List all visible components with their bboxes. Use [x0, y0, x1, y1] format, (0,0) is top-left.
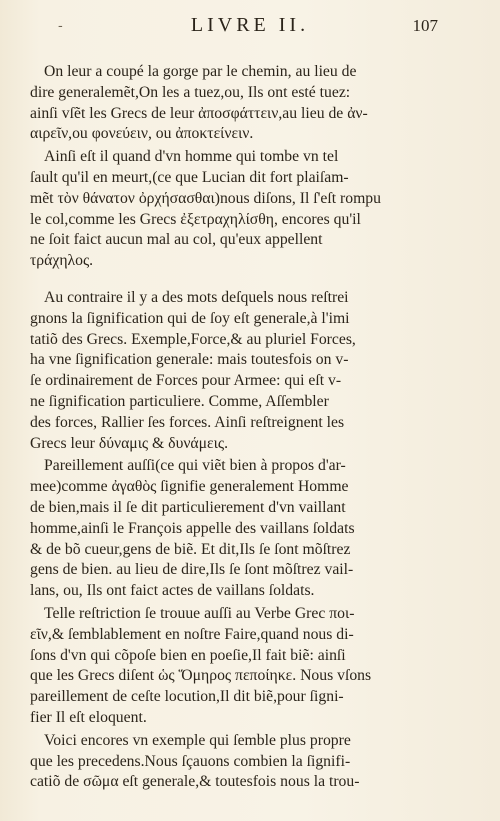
text-line: ſe ordinairement de Forces pour Armee: qui eſt v-	[30, 372, 342, 390]
text-line: On leur a coupé la gorge par le chemin, au lieu de	[44, 63, 357, 80]
text-line: Voici encores vn exemple qui ſemble plus propre	[44, 731, 351, 749]
text-line: dire generalemẽt,On les a tuez,ou, Ils ont esté tuez:	[30, 83, 351, 101]
text-line: εῖν,& ſemblablement en noſtre Faire,quand nous di-	[30, 625, 354, 643]
text-line: Ainſi eſt il quand d'vn homme qui tombe vn tel	[44, 148, 339, 166]
text-line: homme,ainſi le François appelle des vaillans ſoldats	[30, 519, 355, 537]
text-line: ha vne ſignification generale: mais toutesfois on v-	[30, 351, 349, 369]
paragraph	[30, 604, 400, 729]
text-line: ne ſignification particuliere. Comme, Aſſembler	[30, 392, 329, 410]
page-number: 107	[412, 16, 438, 35]
text-line: Telle reſtriction ſe trouue auſſi au Verbe Grec ποι-	[44, 604, 355, 622]
text-line: catiõ de σῶμα eſt generale,& toutesfois nous la trou-	[30, 773, 360, 791]
text-line: mẽt τὸν θάνατον ὀρχήσασθαι)nous diſons, Il ſ'eſt rompu	[30, 189, 381, 207]
text-line: que les Grecs diſent ὡς Ὅμηρος πεποίηκε. Nous vſons	[30, 667, 372, 685]
running-title: LIVRE II.	[190, 14, 310, 36]
text-line: que les precedens.Nous ſçauons combien la ſignifi-	[30, 752, 351, 770]
text-line: pareillement de ceſte locution,Il dit biẽ,pour ſigni-	[30, 688, 344, 706]
text-line: Pareillement auſſi(ce qui viẽt bien à propos d'ar-	[44, 457, 346, 475]
text-line: tatiõ des Grecs. Exemple,Force,& au pluriel Forces,	[30, 330, 356, 348]
paragraph	[30, 62, 400, 145]
text-line: ſault qu'il en meurt,(ce que Lucian dit fort plaiſam-	[30, 168, 349, 186]
text-line: de bien,mais il ſe dit particulierement d'vn vaillant	[30, 498, 346, 516]
text-line: & de bõ cueur,gens de biẽ. Et dit,Ils ſe ſont mõſtrez	[30, 540, 351, 558]
paragraph	[30, 147, 400, 272]
text-line: des forces, Rallier ſes forces. Ainſi reſtreignent les	[30, 413, 345, 431]
paragraph	[30, 731, 400, 793]
text-line: fier Il eſt eloquent.	[30, 708, 147, 726]
text-line: αιρεῖν,ou φονεύειν, ou ἀποκτείνειν.	[30, 125, 254, 143]
text-line: lans, ou, Ils ont faict actes de vaillans ſoldats.	[30, 582, 315, 600]
text-line: τράχηλος.	[30, 252, 94, 270]
paragraph	[30, 456, 400, 602]
text-line: ſons d'vn qui cõpoſe bien en poeſie,Il fait biẽ: ainſi	[30, 646, 346, 664]
paragraph	[30, 288, 400, 454]
text-line: mee)comme ἀγαθὸς ſignifie generalement Homme	[30, 478, 349, 496]
text-line: Au contraire il y a des mots deſquels nous reſtrei	[44, 288, 349, 306]
page-body-text	[30, 62, 400, 795]
text-line: ne ſoit faict aucun mal au col, qu'eux appellent	[30, 231, 323, 249]
text-line: ainſi vſẽt les Grecs de leur ἀποσφάττειν,au lieu de ἀν-	[30, 104, 368, 122]
text-line: Grecs leur δύναμις & δυνάμεις.	[30, 434, 229, 452]
header-mark: -	[58, 18, 63, 34]
text-line: gens de bien. au lieu de dire,Ils ſe ſont mõſtrez vail-	[30, 561, 354, 579]
page-header	[0, 14, 500, 40]
text-line: gnons la ſignification qui de ſoy eſt generale,à l'imi	[30, 309, 350, 327]
text-line: le col,comme les Grecs ἐξετραχηλίσθη, encores qu'il	[30, 210, 361, 228]
